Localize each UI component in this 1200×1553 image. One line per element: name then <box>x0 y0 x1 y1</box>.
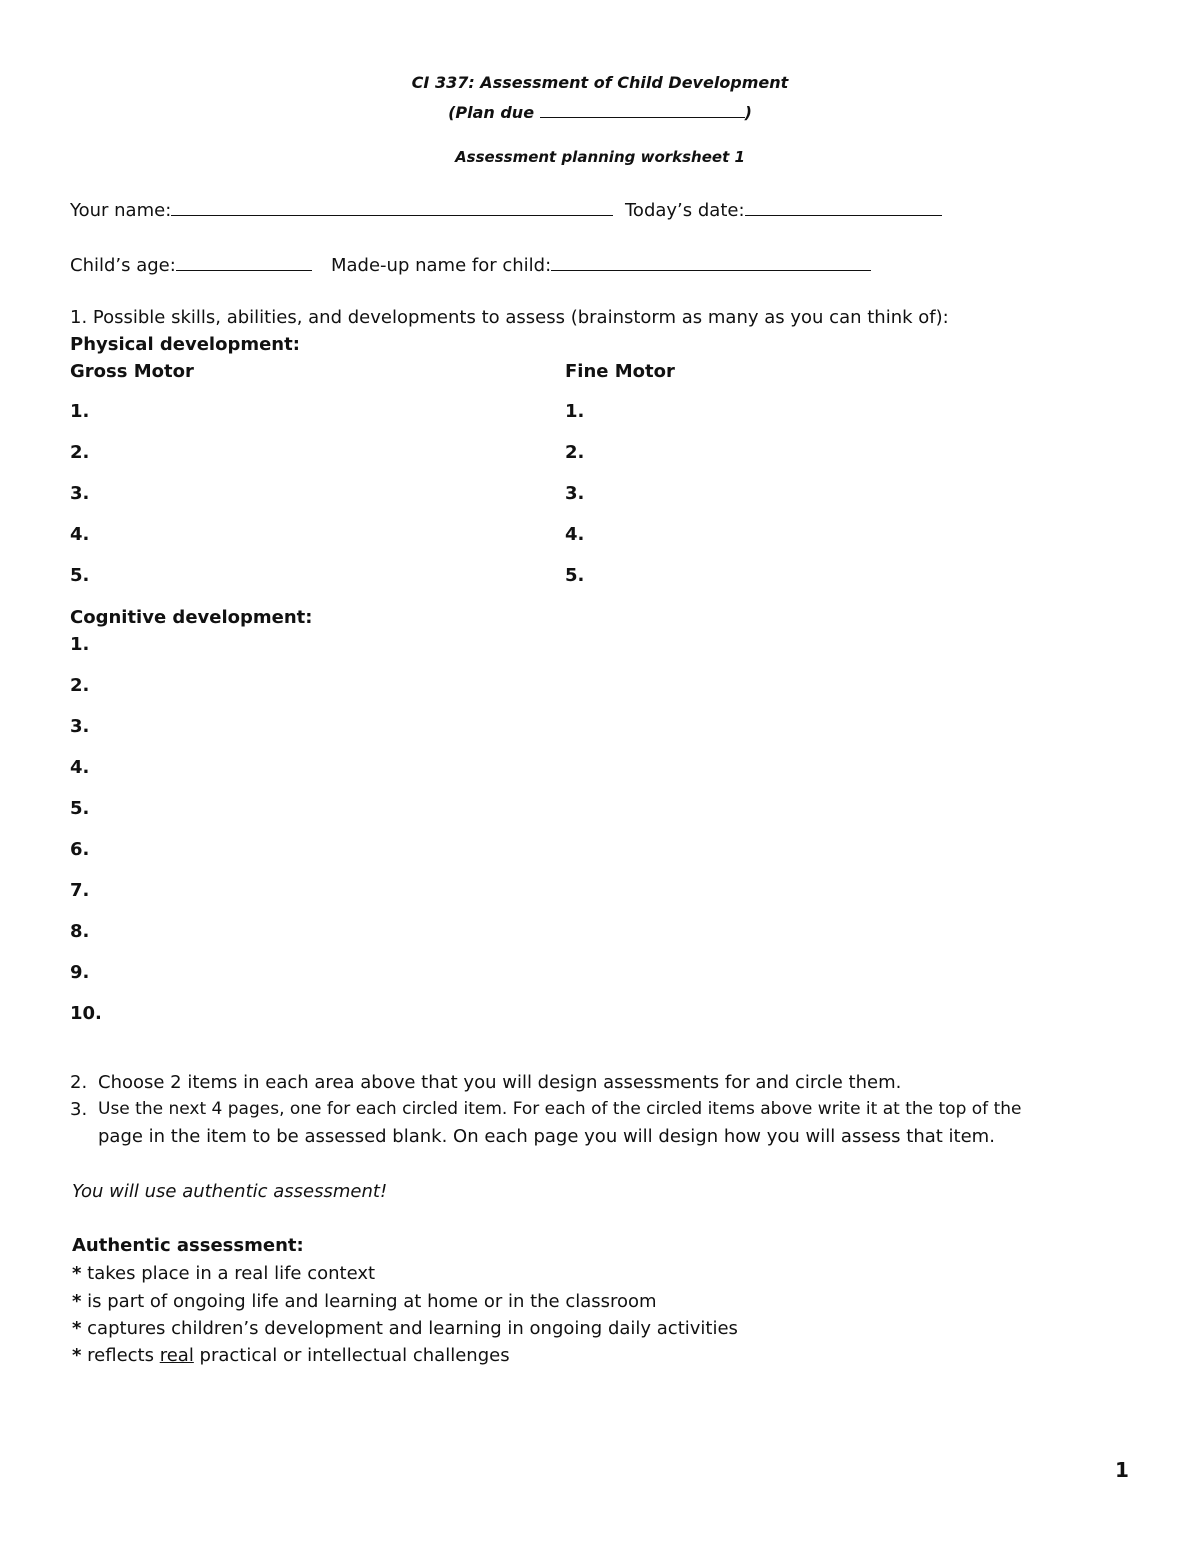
instruction-3-number: 3. <box>70 1099 88 1120</box>
plan-due-suffix: ) <box>744 103 752 122</box>
page-number: 1 <box>1115 1458 1129 1482</box>
document-title: CI 337: Assessment of Child Development <box>411 73 789 92</box>
todays-date-label: Today’s date: <box>625 200 745 221</box>
childs-age-label: Child’s age: <box>70 255 176 276</box>
instruction-3-line-2: page in the item to be assessed blank. On each page you will design how you will assess that item. <box>98 1126 995 1147</box>
gross-motor-item-2: 2. <box>70 442 90 463</box>
bullet-text: captures children’s development and learning in ongoing daily activities <box>87 1318 738 1339</box>
authentic-assessment-note: You will use authentic assessment! <box>72 1181 388 1202</box>
fine-motor-item-5: 5. <box>565 565 585 586</box>
cognitive-item-2: 2. <box>70 675 90 696</box>
physical-development-heading: Physical development: <box>70 334 300 355</box>
childs-age-blank[interactable] <box>176 252 312 271</box>
fine-motor-item-2: 2. <box>565 442 585 463</box>
instruction-2-number: 2. <box>70 1072 88 1093</box>
cognitive-item-3: 3. <box>70 716 90 737</box>
made-up-name-field <box>331 252 871 276</box>
cognitive-item-8: 8. <box>70 921 90 942</box>
your-name-blank[interactable] <box>171 197 613 216</box>
gross-motor-item-5: 5. <box>70 565 90 586</box>
worksheet-subtitle: Assessment planning worksheet 1 <box>455 148 745 166</box>
instruction-2-text: Choose 2 items in each area above that you will design assessments for and circle them. <box>98 1072 902 1093</box>
childs-age-field <box>70 252 312 276</box>
cognitive-item-6: 6. <box>70 839 90 860</box>
your-name-field <box>70 197 613 221</box>
authentic-bullet-1 <box>72 1263 375 1284</box>
made-up-name-label: Made-up name for child: <box>331 255 552 276</box>
bullet-mark: * <box>72 1318 82 1339</box>
authentic-bullet-2 <box>72 1291 657 1312</box>
authentic-bullet-3 <box>72 1318 738 1339</box>
bullet-mark: * <box>72 1263 82 1284</box>
gross-motor-item-3: 3. <box>70 483 90 504</box>
plan-due-line <box>0 99 1200 122</box>
fine-motor-item-1: 1. <box>565 401 585 422</box>
bullet-text: is part of ongoing life and learning at home or in the classroom <box>87 1291 657 1312</box>
cognitive-development-heading: Cognitive development: <box>70 607 313 628</box>
cognitive-item-5: 5. <box>70 798 90 819</box>
cognitive-item-10: 10. <box>70 1003 102 1024</box>
todays-date-blank[interactable] <box>745 197 942 216</box>
made-up-name-blank[interactable] <box>551 252 871 271</box>
fine-motor-item-3: 3. <box>565 483 585 504</box>
authentic-assessment-heading: Authentic assessment: <box>72 1235 304 1256</box>
your-name-label: Your name: <box>70 200 172 221</box>
gross-motor-item-1: 1. <box>70 401 90 422</box>
plan-due-blank[interactable] <box>540 99 745 118</box>
cognitive-item-9: 9. <box>70 962 90 983</box>
todays-date-field <box>625 197 942 221</box>
bullet-text-after: practical or intellectual challenges <box>193 1345 510 1366</box>
bullet-text: takes place in a real life context <box>87 1263 376 1284</box>
cognitive-item-1: 1. <box>70 634 90 655</box>
gross-motor-heading: Gross Motor <box>70 361 194 382</box>
cognitive-item-7: 7. <box>70 880 90 901</box>
bullet-mark: * <box>72 1345 82 1366</box>
bullet-mark: * <box>72 1291 82 1312</box>
plan-due-prefix: (Plan due <box>448 103 540 122</box>
bullet-text-before: reflects <box>87 1345 160 1366</box>
bullet-text-underlined: real <box>159 1345 194 1366</box>
instruction-3-line-1: Use the next 4 pages, one for each circled item. For each of the circled items above write it at the top of the <box>98 1099 1022 1119</box>
fine-motor-item-4: 4. <box>565 524 585 545</box>
fine-motor-heading: Fine Motor <box>565 361 675 382</box>
authentic-bullet-4 <box>72 1345 510 1366</box>
cognitive-item-4: 4. <box>70 757 90 778</box>
gross-motor-item-4: 4. <box>70 524 90 545</box>
question-1-text: 1. Possible skills, abilities, and developments to assess (brainstorm as many as you can think of): <box>70 307 949 328</box>
